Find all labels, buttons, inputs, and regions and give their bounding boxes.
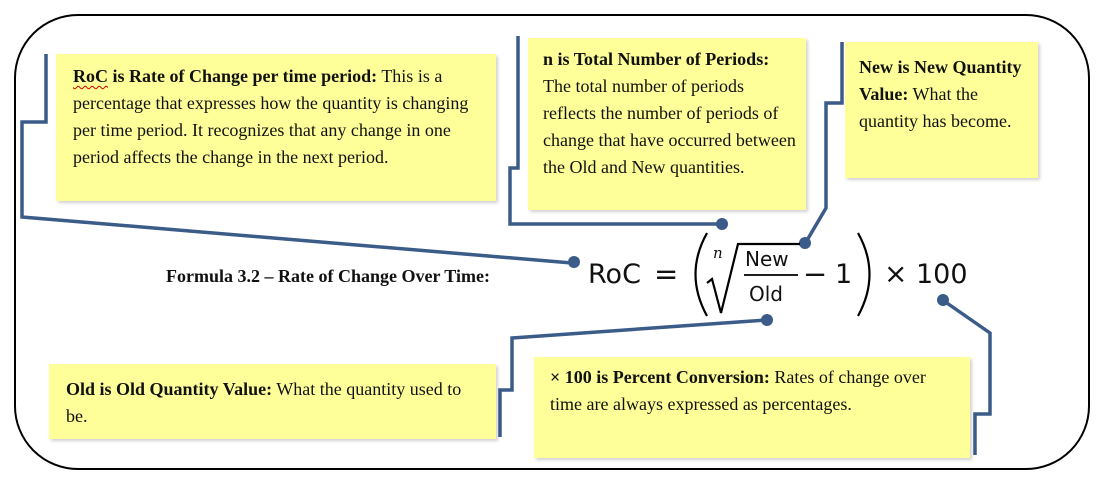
note-roc-term-rest: is Rate of Change per time period:	[108, 66, 378, 86]
connector-new	[806, 42, 842, 242]
note-old	[49, 364, 496, 439]
note-new-term: New is New Quantity Value:	[859, 57, 1022, 104]
note-n-term: n is Total Number of Periods:	[543, 49, 770, 69]
formula-equals: =	[654, 257, 679, 291]
formula	[588, 226, 988, 326]
note-old-body: What the quantity used to be.	[66, 379, 462, 426]
note-roc-body: This is a percentage that expresses how the quantity is changing per time period. It recognizes that any change in one period affects the change in the next period.	[73, 66, 469, 167]
note-pct-term: × 100 is Percent Conversion:	[550, 367, 770, 387]
formula-hundred: 100	[916, 259, 968, 290]
formula-times: ×	[884, 257, 908, 290]
note-old-term: Old is Old Quantity Value:	[66, 379, 273, 399]
note-n-body: The total number of periods reflects the number of periods of change that have occurred between the Old and New quantities.	[543, 76, 796, 177]
anchor-dot-roc	[568, 256, 580, 268]
formula-root-index: n	[713, 244, 723, 262]
formula-lhs: RoC	[588, 259, 641, 290]
note-roc	[56, 54, 496, 201]
formula-denominator: Old	[749, 282, 783, 306]
note-pct-body: Rates of change over time are always expressed as percentages.	[550, 367, 926, 414]
roc-abbreviation: RoC	[73, 66, 108, 86]
note-n	[528, 38, 806, 210]
formula-numerator: New	[745, 247, 789, 271]
note-new-body: What the quantity has become.	[859, 84, 1012, 131]
formula-minus: −	[803, 257, 828, 291]
note-percent-conversion	[534, 357, 970, 458]
note-new	[845, 42, 1038, 178]
note-roc-term	[73, 66, 377, 86]
formula-one: 1	[835, 259, 853, 290]
formula-label: Formula 3.2 – Rate of Change Over Time:	[166, 266, 490, 286]
